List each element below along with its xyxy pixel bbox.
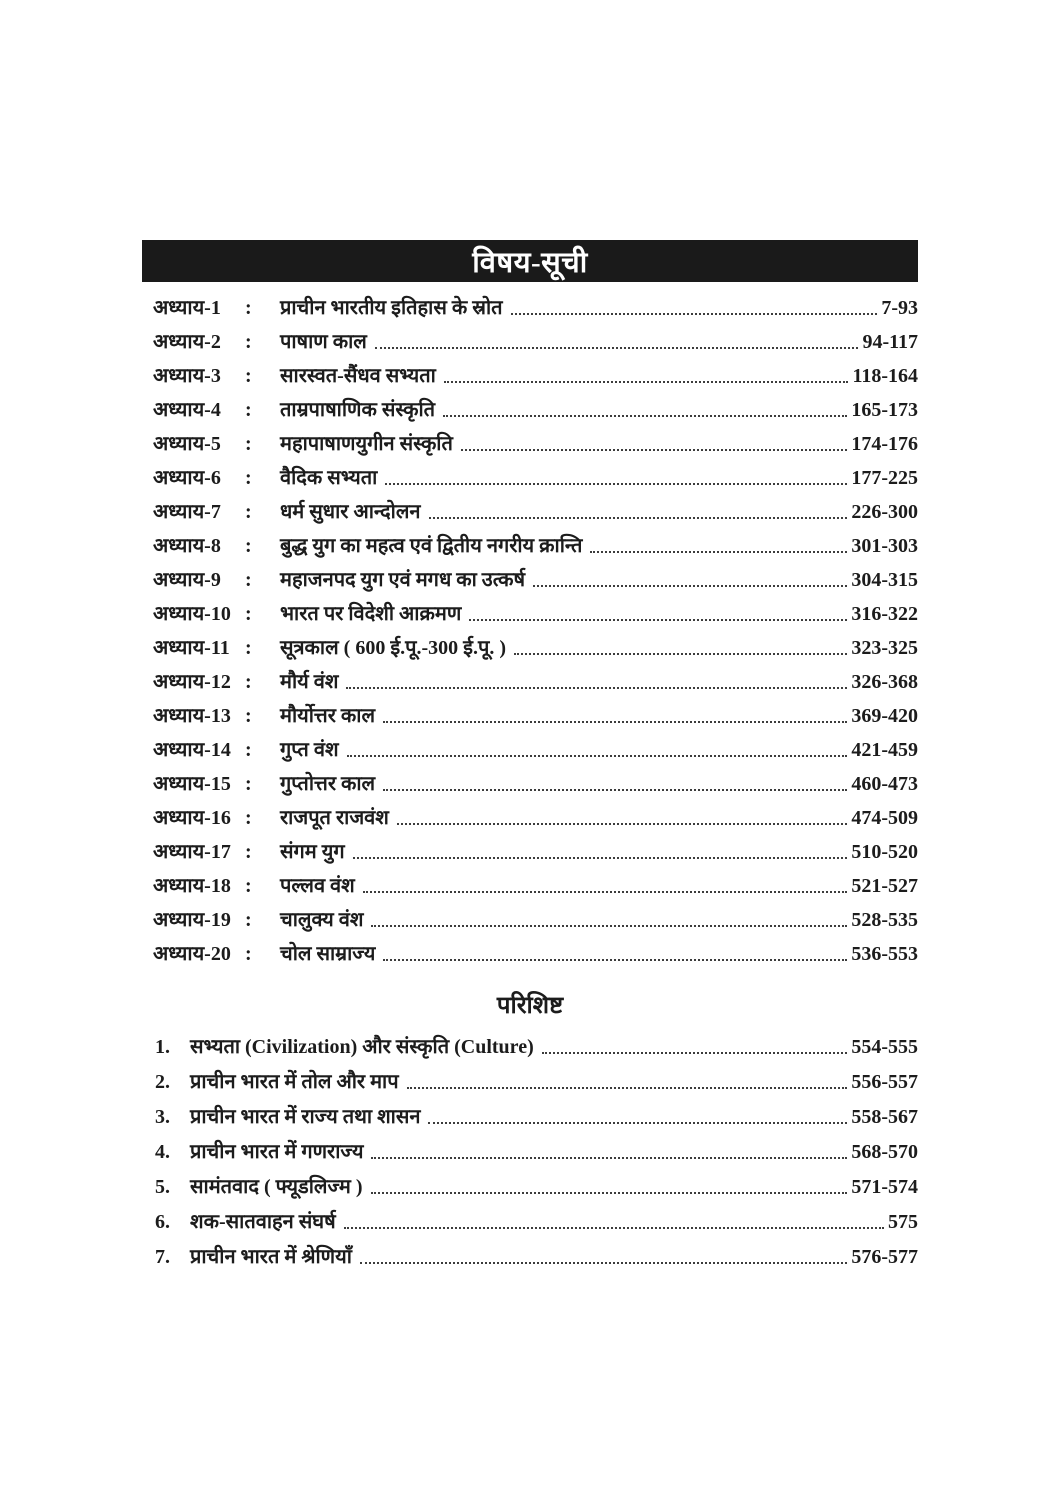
dot-leader: [375, 347, 859, 349]
chapter-pages: 528-535: [851, 909, 918, 931]
dot-leader: [353, 857, 848, 859]
toc-row: [142, 354, 918, 388]
separator-colon: :: [245, 467, 252, 489]
appendix-item-title: प्राचीन भारत में राज्य तथा शासन: [190, 1106, 421, 1128]
chapter-list: [142, 286, 918, 966]
toc-row: [142, 660, 918, 694]
appendix-item-pages: 575: [888, 1211, 918, 1233]
chapter-pages: 301-303: [851, 535, 918, 557]
page-title: विषय-सूची: [472, 246, 588, 279]
toc-row: [142, 728, 918, 762]
separator-colon: :: [245, 433, 252, 455]
dot-leader: [514, 653, 847, 655]
appendix-item-title: शक-सातवाहन संघर्ष: [190, 1211, 336, 1233]
chapter-title: सारस्वत-सैंधव सभ्यता: [280, 365, 436, 387]
chapter-label: अध्याय-5: [153, 433, 221, 455]
toc-row: [142, 490, 918, 524]
toc-row: [142, 558, 918, 592]
chapter-label: अध्याय-17: [153, 841, 231, 863]
separator-colon: :: [245, 365, 252, 387]
chapter-label: अध्याय-9: [153, 569, 221, 591]
appendix-item-pages: 554-555: [851, 1036, 918, 1058]
toc-row: [142, 524, 918, 558]
dot-leader: [363, 891, 848, 893]
chapter-pages: 323-325: [851, 637, 918, 659]
dot-leader: [511, 313, 878, 315]
separator-colon: :: [245, 297, 252, 319]
toc-row: [142, 422, 918, 456]
chapter-label: अध्याय-13: [153, 705, 231, 727]
dot-leader: [385, 483, 847, 485]
appendix-row: [142, 1199, 918, 1234]
title-bar: [142, 240, 918, 282]
appendix-item-title: प्राचीन भारत में गणराज्य: [190, 1141, 364, 1163]
dot-leader: [344, 1227, 884, 1229]
chapter-title: सूत्रकाल ( 600 ई.पू.-300 ई.पू. ): [280, 637, 507, 659]
appendix-row: [142, 1129, 918, 1164]
separator-colon: :: [245, 807, 252, 829]
chapter-title: मौर्योत्तर काल: [280, 705, 376, 727]
appendix-item-number: 5.: [155, 1176, 170, 1198]
appendix-item-title: प्राचीन भारत में श्रेणियाँ: [190, 1246, 352, 1268]
dot-leader: [407, 1087, 848, 1089]
toc-row: [142, 320, 918, 354]
separator-colon: :: [245, 773, 252, 795]
appendix-item-title: सामंतवाद ( फ्यूडलिज्म ): [190, 1176, 363, 1198]
separator-colon: :: [245, 705, 252, 727]
chapter-title: पाषाण काल: [280, 331, 367, 353]
chapter-label: अध्याय-7: [153, 501, 221, 523]
separator-colon: :: [245, 875, 252, 897]
chapter-title: गुप्त वंश: [280, 739, 339, 761]
chapter-title: महाजनपद युग एवं मगध का उत्कर्ष: [280, 569, 526, 591]
chapter-pages: 165-173: [851, 399, 918, 421]
dot-leader: [444, 381, 849, 383]
appendix-heading: परिशिष्ट: [496, 993, 564, 1019]
chapter-pages: 421-459: [851, 739, 918, 761]
toc-row: [142, 456, 918, 490]
chapter-title: ताम्रपाषाणिक संस्कृति: [280, 399, 436, 421]
toc-row: [142, 932, 918, 966]
dot-leader: [371, 925, 847, 927]
chapter-title: गुप्तोत्तर काल: [280, 773, 376, 795]
chapter-label: अध्याय-15: [153, 773, 231, 795]
toc-row: [142, 286, 918, 320]
chapter-label: अध्याय-20: [153, 943, 231, 965]
chapter-pages: 460-473: [851, 773, 918, 795]
separator-colon: :: [245, 569, 252, 591]
chapter-label: अध्याय-11: [153, 637, 230, 659]
appendix-row: [142, 1059, 918, 1094]
chapter-title: राजपूत राजवंश: [280, 807, 389, 829]
appendix-item-pages: 556-557: [851, 1071, 918, 1093]
dot-leader: [428, 1122, 847, 1124]
separator-colon: :: [245, 331, 252, 353]
chapter-pages: 316-322: [851, 603, 918, 625]
appendix-item-number: 4.: [155, 1141, 170, 1163]
chapter-label: अध्याय-3: [153, 365, 221, 387]
toc-row: [142, 592, 918, 626]
appendix-item-title: सभ्यता (Civilization) और संस्कृति (Culture): [190, 1036, 534, 1058]
dot-leader: [371, 1157, 847, 1159]
chapter-pages: 177-225: [851, 467, 918, 489]
chapter-label: अध्याय-14: [153, 739, 231, 761]
appendix-item-number: 6.: [155, 1211, 170, 1233]
separator-colon: :: [245, 399, 252, 421]
chapter-pages: 118-164: [852, 365, 918, 387]
dot-leader: [469, 619, 847, 621]
chapter-title: पल्लव वंश: [280, 875, 355, 897]
toc-row: [142, 762, 918, 796]
appendix-item-title: प्राचीन भारत में तोल और माप: [190, 1071, 399, 1093]
toc-row: [142, 388, 918, 422]
chapter-label: अध्याय-12: [153, 671, 231, 693]
chapter-pages: 369-420: [851, 705, 918, 727]
toc-row: [142, 796, 918, 830]
separator-colon: :: [245, 671, 252, 693]
dot-leader: [590, 551, 847, 553]
chapter-title: वैदिक सभ्यता: [280, 467, 378, 489]
dot-leader: [397, 823, 847, 825]
appendix-row: [142, 1094, 918, 1129]
chapter-title: बुद्ध युग का महत्व एवं द्वितीय नगरीय क्रान्ति: [280, 535, 583, 557]
chapter-pages: 536-553: [851, 943, 918, 965]
appendix-item-pages: 571-574: [851, 1176, 918, 1198]
appendix-item-number: 2.: [155, 1071, 170, 1093]
toc-row: [142, 830, 918, 864]
page-content: [142, 240, 918, 1269]
chapter-label: अध्याय-2: [153, 331, 221, 353]
dot-leader: [346, 687, 847, 689]
separator-colon: :: [245, 603, 252, 625]
dot-leader: [371, 1192, 848, 1194]
separator-colon: :: [245, 501, 252, 523]
dot-leader: [461, 449, 847, 451]
dot-leader: [383, 789, 847, 791]
dot-leader: [383, 959, 847, 961]
chapter-title: प्राचीन भारतीय इतिहास के स्रोत: [280, 297, 503, 319]
chapter-label: अध्याय-8: [153, 535, 221, 557]
toc-row: [142, 694, 918, 728]
chapter-title: चोल साम्राज्य: [280, 943, 376, 965]
toc-row: [142, 898, 918, 932]
appendix-item-number: 3.: [155, 1106, 170, 1128]
chapter-title: संगम युग: [280, 841, 345, 863]
chapter-pages: 326-368: [851, 671, 918, 693]
chapter-pages: 226-300: [851, 501, 918, 523]
dot-leader: [443, 415, 847, 417]
chapter-pages: 474-509: [851, 807, 918, 829]
appendix-row: [142, 1024, 918, 1059]
dot-leader: [542, 1052, 848, 1054]
chapter-title: चालुक्य वंश: [280, 909, 364, 931]
chapter-label: अध्याय-1: [153, 297, 221, 319]
chapter-pages: 94-117: [862, 331, 918, 353]
dot-leader: [347, 755, 848, 757]
appendix-row: [142, 1234, 918, 1269]
chapter-title: भारत पर विदेशी आक्रमण: [280, 603, 462, 625]
chapter-title: महापाषाणयुगीन संस्कृति: [280, 433, 453, 455]
appendix-item-pages: 558-567: [851, 1106, 918, 1128]
chapter-pages: 521-527: [851, 875, 918, 897]
chapter-label: अध्याय-10: [153, 603, 231, 625]
chapter-pages: 174-176: [851, 433, 918, 455]
separator-colon: :: [245, 841, 252, 863]
separator-colon: :: [245, 739, 252, 761]
appendix-item-pages: 568-570: [851, 1141, 918, 1163]
dot-leader: [383, 721, 847, 723]
appendix-list: [142, 1024, 918, 1269]
chapter-label: अध्याय-6: [153, 467, 221, 489]
separator-colon: :: [245, 909, 252, 931]
chapter-pages: 7-93: [881, 297, 918, 319]
appendix-row: [142, 1164, 918, 1199]
chapter-title: मौर्य वंश: [280, 671, 339, 693]
separator-colon: :: [245, 535, 252, 557]
chapter-label: अध्याय-4: [153, 399, 221, 421]
chapter-label: अध्याय-16: [153, 807, 231, 829]
appendix-item-pages: 576-577: [851, 1246, 918, 1268]
chapter-title: धर्म सुधार आन्दोलन: [280, 501, 421, 523]
dot-leader: [429, 517, 848, 519]
toc-row: [142, 864, 918, 898]
appendix-item-number: 7.: [155, 1246, 170, 1268]
chapter-label: अध्याय-19: [153, 909, 231, 931]
appendix-item-number: 1.: [155, 1036, 170, 1058]
dot-leader: [360, 1262, 847, 1264]
dot-leader: [533, 585, 847, 587]
separator-colon: :: [245, 943, 252, 965]
toc-row: [142, 626, 918, 660]
separator-colon: :: [245, 637, 252, 659]
chapter-pages: 510-520: [851, 841, 918, 863]
chapter-label: अध्याय-18: [153, 875, 231, 897]
chapter-pages: 304-315: [851, 569, 918, 591]
